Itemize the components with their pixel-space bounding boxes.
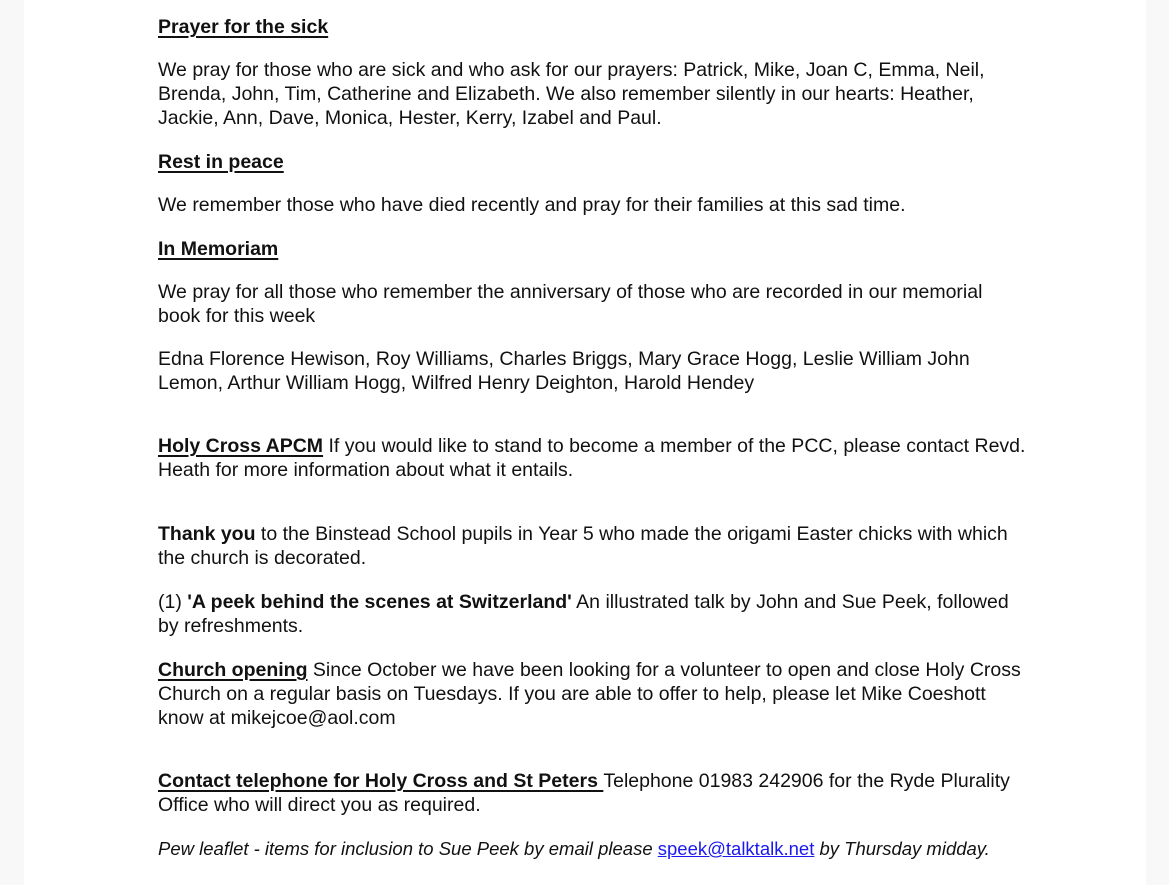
- apcm-text: If you would like to stand to become a member of the PCC, please contact Revd. Heath for more information about what it entails.: [158, 435, 1026, 481]
- heading-rest-in-peace: Rest in peace: [158, 151, 284, 173]
- apcm-paragraph: [158, 434, 1028, 482]
- document-content: [158, 15, 1028, 861]
- opening-paragraph: [158, 658, 1028, 730]
- footer-note: [158, 837, 1028, 861]
- thanks-lead: Thank you: [158, 523, 256, 545]
- contact-text: Telephone 01983 242906 for the Ryde Plurality Office who will direct you as required.: [158, 770, 1010, 816]
- opening-text: Since October we have been looking for a volunteer to open and close Holy Cross Church on a regular basis on Tuesdays. If you are able to offer to help, please let Mike Coeshott know at mikejcoe@aol.com: [158, 659, 1021, 729]
- footer-text-before: Pew leaflet - items for inclusion to Sue Peek by email please: [158, 838, 658, 859]
- contact-paragraph: [158, 769, 1028, 817]
- talk-text: An illustrated talk by John and Sue Peek, followed by refreshments.: [158, 591, 1009, 637]
- memoriam-names: Edna Florence Hewison, Roy Williams, Charles Briggs, Mary Grace Hogg, Leslie William John Lemon, Arthur William Hogg, Wilfred Henry Deighton, Harold Hendey: [158, 348, 970, 394]
- talk-title: 'A peek behind the scenes at Switzerland': [187, 591, 572, 613]
- talk-number: (1): [158, 591, 188, 613]
- sick-paragraph: We pray for those who are sick and who ask for our prayers: Patrick, Mike, Joan C, Emma, Neil, Brenda, John, Tim, Catherine and Elizabeth. We also remember silently in our hearts: Heather, Jackie, Ann, Dave, Monica, Hester, Kerry, Izabel and Paul.: [158, 59, 985, 129]
- thanks-paragraph: [158, 522, 1028, 570]
- memoriam-paragraph: We pray for all those who remember the anniversary of those who are recorded in our memorial book for this week: [158, 281, 983, 327]
- email-link[interactable]: speek@talktalk.net: [657, 838, 815, 859]
- talk-paragraph: [158, 590, 1028, 638]
- heading-in-memoriam: In Memoriam: [158, 238, 279, 260]
- heading-church-opening: Church opening: [158, 659, 308, 681]
- heading-prayer-for-sick: Prayer for the sick: [158, 16, 329, 38]
- document-page: [24, 0, 1146, 885]
- heading-contact-telephone: Contact telephone for Holy Cross and St Peters: [158, 770, 604, 792]
- rest-paragraph: We remember those who have died recently and pray for their families at this sad time.: [158, 194, 906, 216]
- heading-apcm: Holy Cross APCM: [158, 435, 324, 457]
- footer-text-after: by Thursday midday.: [814, 838, 990, 859]
- thanks-text: to the Binstead School pupils in Year 5 who made the origami Easter chicks with which the church is decorated.: [158, 523, 1008, 569]
